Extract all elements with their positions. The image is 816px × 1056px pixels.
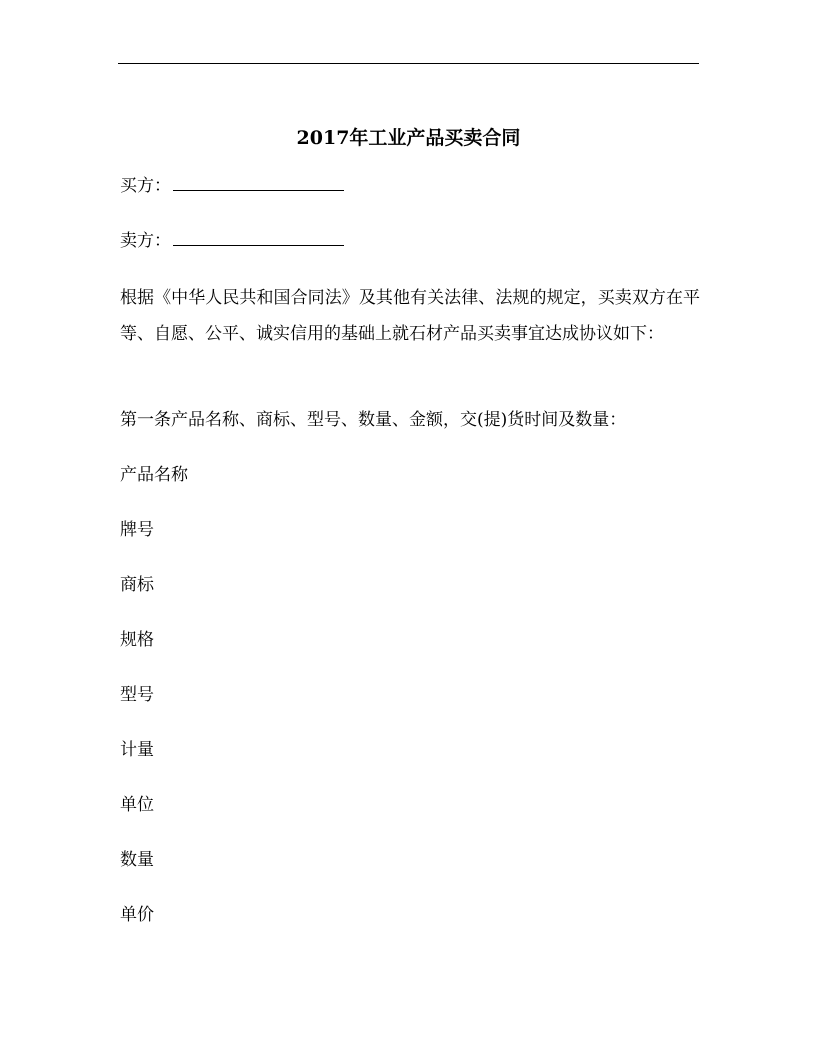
field-specification: 规格 <box>120 630 154 650</box>
field-model: 型号 <box>120 685 154 705</box>
field-trademark: 商标 <box>120 575 154 595</box>
header-rule <box>118 63 699 64</box>
intro-paragraph: 根据《中华人民共和国合同法》及其他有关法律、法规的规定，买卖双方在平等、自愿、公平、诚实信用的基础上就石材产品买卖事宜达成协议如下： <box>120 288 700 344</box>
field-measure: 计量 <box>120 740 154 760</box>
seller-label: 卖方： <box>120 231 171 251</box>
seller-blank <box>173 228 344 246</box>
seller-line <box>120 228 344 252</box>
field-unit-price: 单价 <box>120 905 154 925</box>
field-brand-number: 牌号 <box>120 520 154 540</box>
buyer-label: 买方： <box>120 176 171 196</box>
buyer-line <box>120 173 344 197</box>
field-product-name: 产品名称 <box>120 465 188 485</box>
article-1-heading: 第一条产品名称、商标、型号、数量、金额，交(提)货时间及数量： <box>120 410 627 430</box>
document-title: 2017年工业产品买卖合同 <box>296 127 521 149</box>
field-quantity: 数量 <box>120 850 154 870</box>
field-unit: 单位 <box>120 795 154 815</box>
buyer-blank <box>173 173 344 191</box>
